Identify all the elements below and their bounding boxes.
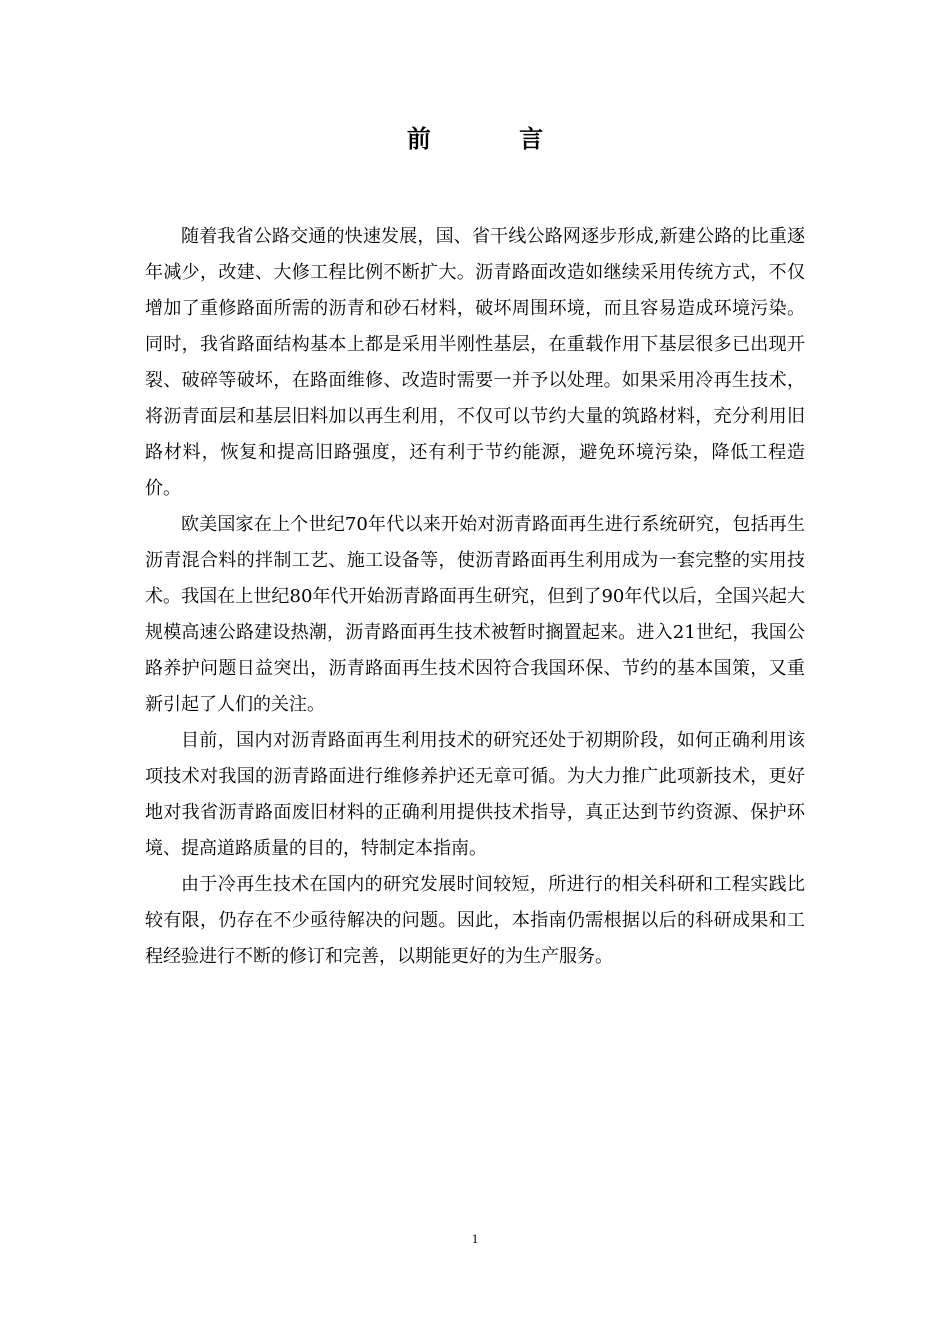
body-text	[145, 219, 805, 975]
paragraph-1: 随着我省公路交通的快速发展，国、省干线公路网逐步形成,新建公路的比重逐年减少，改建、大修工程比例不断扩大。沥青路面改造如继续采用传统方式，不仅增加了重修路面所需的沥青和砂石材料，破坏周围环境，而且容易造成环境污染。同时，我省路面结构基本上都是采用半刚性基层，在重载作用下基层很多已出现开裂、破碎等破坏，在路面维修、改造时需要一并予以处理。如果采用冷再生技术，将沥青面层和基层旧料加以再生利用，不仅可以节约大量的筑路材料，充分利用旧路材料，恢复和提高旧路强度，还有利于节约能源，避免环境污染，降低工程造价。	[145, 226, 805, 499]
paragraph-4: 由于冷再生技术在国内的研究发展时间较短，所进行的相关科研和工程实践比较有限，仍存在不少亟待解决的问题。因此，本指南仍需根据以后的科研成果和工程经验进行不断的修订和完善，以期能更好的为生产服务。	[145, 874, 805, 967]
paragraph-2: 欧美国家在上个世纪70年代以来开始对沥青路面再生进行系统研究，包括再生沥青混合料的拌制工艺、施工设备等，使沥青路面再生利用成为一套完整的实用技术。我国在上世纪80年代开始沥青路面再生研究，但到了90年代以后，全国兴起大规模高速公路建设热潮，沥青路面再生技术被暂时搁置起来。进入21世纪，我国公路养护问题日益突出，沥青路面再生技术因符合我国环保、节约的基本国策，又重新引起了人们的关注。	[145, 514, 805, 715]
page-title: 前 言	[406, 124, 584, 153]
paragraph-3: 目前，国内对沥青路面再生利用技术的研究还处于初期阶段，如何正确利用该项技术对我国的沥青路面进行维修养护还无章可循。为大力推广此项新技术，更好地对我省沥青路面废旧材料的正确利用提供技术指导，真正达到节约资源、保护环境、提高道路质量的目的，特制定本指南。	[145, 730, 805, 859]
page-number: 1	[471, 1231, 479, 1246]
